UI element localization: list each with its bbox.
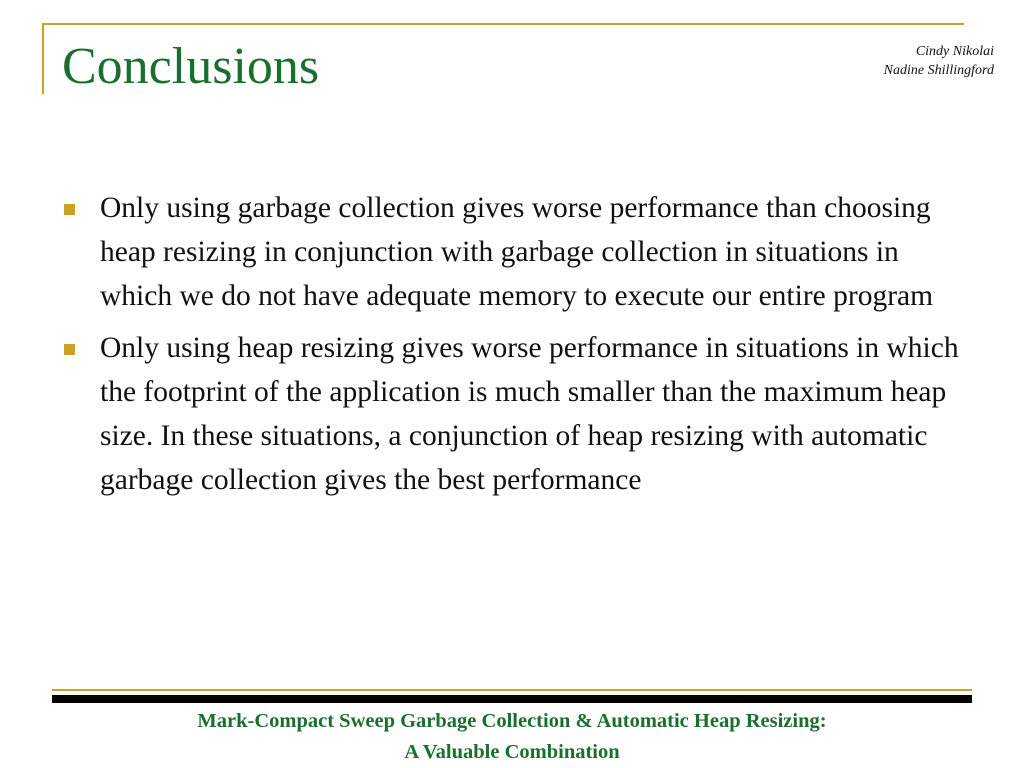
footer-line: Mark-Compact Sweep Garbage Collection & Automatic Heap Resizing: — [197, 710, 827, 732]
square-bullet-icon — [64, 344, 75, 355]
bullet-text: Only using heap resizing gives worse performance in situations in which the footprint of the application is much smaller than the maximum heap size. In these situations, a conjunction of heap resizing with automatic garbage collection gives the best performance — [100, 332, 959, 496]
bullet-text: Only using garbage collection gives worse performance than choosing heap resizing in conjunction with garbage collection in situations in which we do not have adequate memory to execute our entire program — [100, 192, 934, 312]
square-bullet-icon — [64, 204, 75, 215]
bullet-item — [62, 186, 962, 318]
footer-caption — [0, 706, 1024, 768]
author-credits — [884, 42, 994, 80]
title-frame-top-rule — [42, 23, 964, 25]
title-frame-left-rule — [42, 23, 44, 94]
slide-title: Conclusions — [62, 38, 320, 95]
bullet-list — [62, 186, 962, 510]
footer-line: A Valuable Combination — [404, 741, 620, 763]
author-name: Cindy Nikolai — [915, 44, 994, 59]
author-name: Nadine Shillingford — [883, 63, 994, 78]
footer-gold-rule — [52, 689, 972, 691]
footer-black-rule — [52, 695, 972, 703]
bullet-item — [62, 326, 962, 502]
